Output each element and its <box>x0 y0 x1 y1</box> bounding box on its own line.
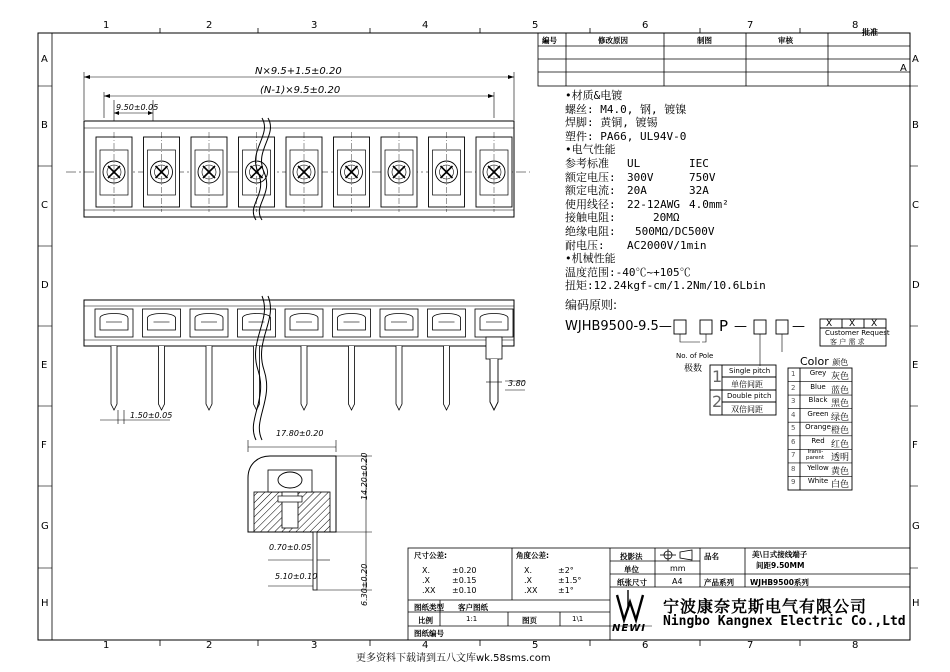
color-row-8-num: 8 <box>791 464 796 473</box>
spec-wire-row: 使用线径: 22-12AWG 4.0mm² <box>565 197 729 211</box>
tb-series-value: WJHB9500系列 <box>750 578 809 587</box>
tb-customer-drawing: 客户图纸 <box>458 603 488 612</box>
dim-pitch: 9.50±0.05 <box>116 103 159 112</box>
color-row-5-cn: 橙色 <box>831 426 850 437</box>
color-row-1-cn: 灰色 <box>831 372 850 382</box>
grid-col-top-5: 5 <box>532 20 539 31</box>
rev-col-number: 編号 <box>542 36 557 45</box>
spec-insul-row: 绝缘电阻: 500MΩ/DC500V <box>565 224 715 238</box>
grid-col-bottom-8: 8 <box>852 640 859 651</box>
grid-row-left-H: H <box>41 598 49 609</box>
grid-row-left-F: F <box>41 440 47 451</box>
spec-block <box>565 89 766 293</box>
revision-table-lines <box>538 33 910 86</box>
grid-row-right-C: C <box>912 200 919 211</box>
grid-col-bottom-2: 2 <box>206 640 213 651</box>
spec-voltage-row: 额定电压: 300V 750V <box>565 170 716 184</box>
grid-col-bottom-5: 5 <box>532 640 539 651</box>
footer-note: 更多资料下载请到五八文库wk.58sms.com <box>356 653 551 664</box>
color-row-6-num: 6 <box>791 437 796 446</box>
dim-pin-offset: 5.10±0.10 <box>275 572 318 581</box>
grid-col-bottom-1: 1 <box>103 640 110 651</box>
coding-x-2: X <box>849 319 856 329</box>
color-row-2-cn: 蓝色 <box>831 385 850 396</box>
grid-row-right-B: B <box>912 120 919 131</box>
logo-text <box>616 592 617 593</box>
coding-pole-cn: 极数 <box>684 364 703 374</box>
tol-angle-val-2: ±1° <box>558 586 574 595</box>
tb-series-label: 产品系列 <box>704 578 734 587</box>
grid-col-top-3: 3 <box>311 20 318 31</box>
color-row-3-num: 3 <box>791 397 796 406</box>
pitch-option-2-en: Double pitch <box>727 392 772 400</box>
spec-current-row: 额定电流: 20A 32A <box>565 184 709 198</box>
grid-col-bottom-6: 6 <box>642 640 649 651</box>
color-row-9-cn: 白色 <box>831 480 850 491</box>
grid-row-left-G: G <box>41 521 49 532</box>
tb-drawing-type: 图纸类型 <box>414 603 444 612</box>
tb-paper-label: 纸张尺寸 <box>617 578 647 587</box>
grid-row-right-D: D <box>912 280 920 291</box>
color-row-3-en: Black <box>808 396 828 405</box>
coding-dash-2: — <box>792 319 805 334</box>
tb-name-label: 品名 <box>704 552 719 561</box>
dim-pin-depth: 3.80 <box>508 379 526 388</box>
tb-ratio-label: 比例 <box>418 616 433 625</box>
tb-page-label: 图页 <box>522 616 537 625</box>
coding-title: 编码原则: <box>565 298 618 312</box>
spec-materials-header: •材质&电镀 <box>565 89 623 102</box>
color-row-5-num: 5 <box>791 424 796 433</box>
company-name-cn: 宁波康奈克斯电气有限公司 <box>663 597 868 616</box>
spec-torque: 扭矩:12.24kgf-cm/1.2Nm/10.6Lbin <box>565 279 766 293</box>
color-row-8-cn: 黄色 <box>831 466 850 477</box>
color-row-1-num: 1 <box>791 370 796 378</box>
tol-size-val-1: ±0.15 <box>452 576 477 585</box>
grid-row-right-F: F <box>912 440 918 451</box>
tol-size-key-2: .XX <box>422 586 436 595</box>
rev-col-reason: 修改原因 <box>598 36 628 45</box>
spec-electrical-header: •电气性能 <box>565 143 616 157</box>
grid-row-right-E: E <box>912 360 919 371</box>
grid-col-top-4: 4 <box>422 20 429 31</box>
rev-col-drawn: 制图 <box>697 36 712 45</box>
coding-x-3: X <box>871 319 878 329</box>
color-row-2-en: Blue <box>810 382 826 391</box>
spec-plastic: 塑件: PA66, UL94V-0 <box>565 129 687 143</box>
tol-angle-val-1: ±1.5° <box>558 576 582 585</box>
grid-col-top-7: 7 <box>747 20 754 31</box>
spec-temp: 温度范围:-40℃~+105℃ <box>565 265 691 279</box>
logo-mark <box>617 590 643 620</box>
tb-size-tol: 尺寸公差: <box>414 551 447 560</box>
color-row-4-cn: 绿色 <box>831 412 850 423</box>
rev-col-checked: 审核 <box>778 36 793 45</box>
tol-size-key-1: .X <box>422 576 431 585</box>
spec-withstand-row: 耐电压: AC2000V/1min <box>565 238 707 252</box>
grid-col-top-6: 6 <box>642 20 649 31</box>
dim-overall: N×9.5+1.5±0.20 <box>255 66 342 77</box>
grid-row-right-G: G <box>912 521 920 532</box>
coding-dash-1: — <box>734 319 747 334</box>
color-row-9-num: 9 <box>791 478 796 487</box>
tol-size-val-2: ±0.10 <box>452 586 477 595</box>
dim-pin-length: 6.30±0.20 <box>360 563 369 606</box>
tb-projection: 投影法 <box>620 552 643 561</box>
tol-angle-val-0: ±2° <box>558 566 574 575</box>
coding-p: P <box>719 317 729 335</box>
color-row-4-num: 4 <box>791 410 796 419</box>
grid-row-right-A: A <box>912 53 919 65</box>
coding-x-1: X <box>826 319 833 329</box>
rev-mark: A <box>900 63 907 74</box>
color-row-2-num: 2 <box>791 383 796 392</box>
pitch-option-1-en: Single pitch <box>729 367 771 375</box>
spec-mechanical-header: •机械性能 <box>565 252 616 266</box>
grid-col-bottom-7: 7 <box>747 640 754 651</box>
grid-col-top-1: 1 <box>103 20 110 31</box>
tb-angle-tol: 角度公差: <box>516 551 549 560</box>
tol-size-key-0: X. <box>422 566 431 575</box>
color-row-5-en: Orange <box>805 423 831 432</box>
color-row-3-cn: 黑色 <box>831 399 850 410</box>
dim-pitch-total: (N-1)×9.5±0.20 <box>260 85 341 96</box>
pitch-option-1-num: 1 <box>712 367 723 386</box>
tb-paper-value: A4 <box>672 577 683 586</box>
tb-ratio-value: 1:1 <box>466 615 478 623</box>
tb-number-label: 图纸编号 <box>414 629 444 638</box>
grid-row-left-C: C <box>41 200 48 211</box>
color-row-6-en: Red <box>811 436 825 445</box>
coding-customer-en: Customer Request <box>825 329 890 337</box>
dim-body-width: 17.80±0.20 <box>276 429 324 438</box>
color-row-4-en: Green <box>807 409 829 418</box>
spec-pin: 焊脚: 黄铜, 镀锡 <box>565 116 658 130</box>
color-title: Color 颜色 <box>800 355 849 368</box>
spec-screw: 螺丝: M4.0, 钢, 镀镍 <box>565 102 687 116</box>
color-row-1-en: Grey <box>809 369 827 377</box>
coding-customer-cn: 客 户 需 求 <box>830 338 865 346</box>
grid-row-left-A: A <box>41 53 48 65</box>
tb-page-value: 1\1 <box>572 615 584 623</box>
dim-pin-width: 1.50±0.05 <box>130 411 173 420</box>
tb-unit-label: 单位 <box>624 565 639 574</box>
grid-col-top-2: 2 <box>206 20 213 31</box>
tol-angle-key-2: .XX <box>524 586 538 595</box>
coding-pole-en: No. of Pole <box>676 352 714 360</box>
logo-sub: NEWI <box>612 623 646 634</box>
grid-row-left-E: E <box>41 360 48 371</box>
company-name-en: Ningbo Kangnex Electric Co.,Ltd <box>663 614 906 629</box>
spec-contact-row: 接触电阻: 20MΩ <box>565 211 680 225</box>
color-row-8-en: Yellow <box>807 463 829 472</box>
grid-col-top-8: 8 <box>852 20 859 31</box>
grid-col-bottom-3: 3 <box>311 640 318 651</box>
pitch-option-1-cn: 单倍间距 <box>731 380 763 389</box>
pitch-option-2-cn: 双倍间距 <box>731 405 763 414</box>
color-row-7-num: 7 <box>791 451 796 460</box>
side-view <box>248 440 372 590</box>
tol-angle-key-1: .X <box>524 576 533 585</box>
coding-prefix: WJHB9500-9.5— <box>565 319 672 334</box>
color-row-7-cn: 透明 <box>831 453 850 464</box>
color-row-6-cn: 红色 <box>831 439 850 450</box>
tb-name-value: 美\日式接线端子 <box>752 550 808 559</box>
tb-unit-value: mm <box>670 564 686 573</box>
dim-pin-thick: 0.70±0.05 <box>269 543 312 552</box>
color-row-9-en: White <box>807 477 829 486</box>
tol-size-val-0: ±0.20 <box>452 566 477 575</box>
color-row-7-en: Trans-parent <box>805 449 825 462</box>
grid-row-right-H: H <box>912 598 920 609</box>
pitch-option-2-num: 2 <box>712 392 723 411</box>
grid-row-left-B: B <box>41 120 48 131</box>
spec-std-row: 参考标准 UL IEC <box>565 156 709 170</box>
dim-body-height: 14.20±0.20 <box>360 452 369 500</box>
grid-col-bottom-4: 4 <box>422 640 429 651</box>
grid-row-left-D: D <box>41 280 49 291</box>
tol-angle-key-0: X. <box>524 566 533 575</box>
projection-symbol <box>660 549 692 561</box>
rev-col-approved: 批准 <box>862 28 878 37</box>
tb-name-sub: 间距9.50MM <box>756 561 805 570</box>
